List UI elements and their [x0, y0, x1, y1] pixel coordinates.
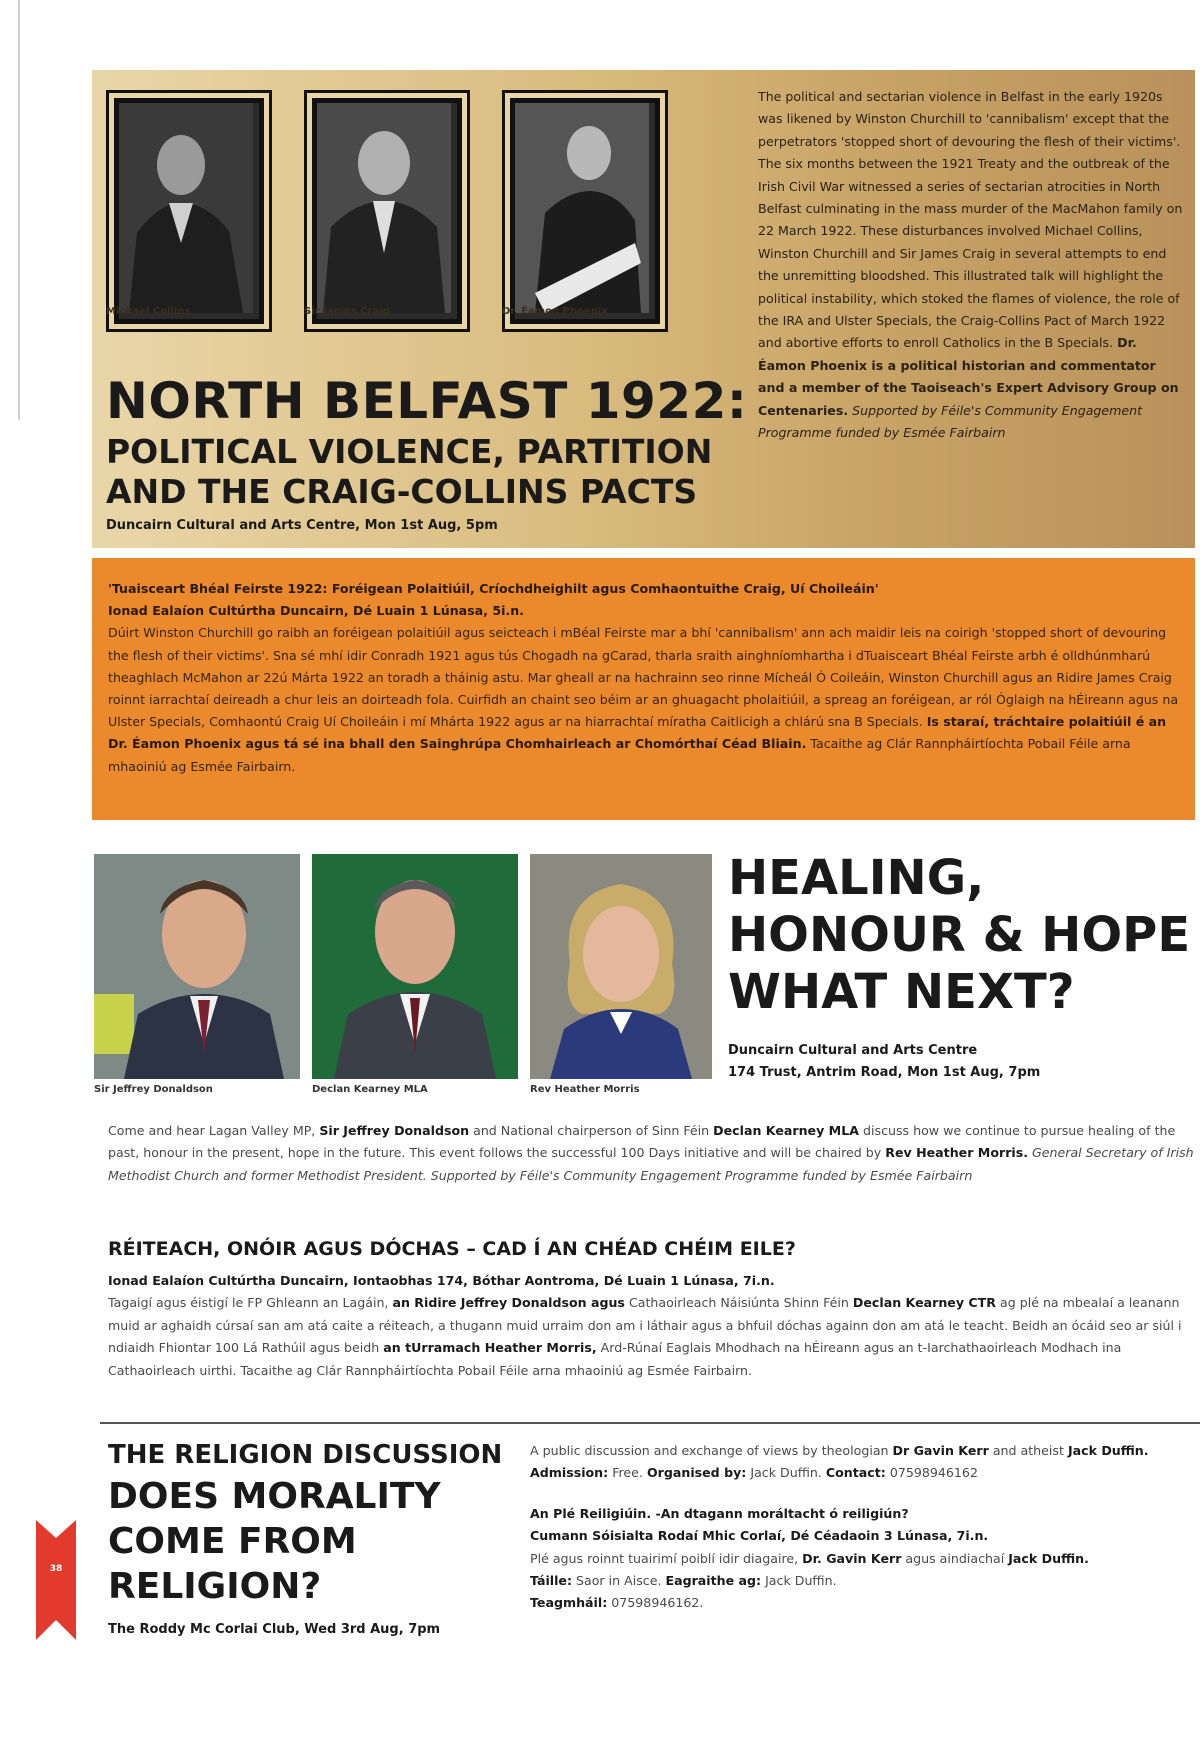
healing-title-line-1: HEALING, — [728, 850, 985, 906]
religion-irish-title: An Plé Reiligiúin. -An dtagann moráltacht ó reiligiún? — [530, 1505, 909, 1521]
religion-title-line-3: RELIGION? — [108, 1566, 322, 1607]
organiser-label: Organised by: — [646, 1465, 747, 1481]
portrait-photo-icon — [312, 854, 518, 1079]
caption-heather-morris: Rev Heather Morris — [530, 1084, 640, 1095]
description-text: The political and sectarian violence in Belfast in the early 1920s was likened by Winston Churchill to 'cannibalism' except that the perpetrators 'stopped short of devouring the flesh of their victims'. The six months between the 1921 Treaty and the outbreak of the Irish Civil War witnessed a series of sectarian atrocities in North Belfast culminating in the mass murder of the MacMahon family on 22 March 1922. These disturbances involved Michael Collins, Winston Churchill and Sir James Craig in several attempts to end the unremitting bloodshed. This illustrated talk will highlight the political instability, which stoked the flames of violence, the role of the IRA and Ulster Specials, the Craig-Collins Pact of March 1922 and abortive efforts to enroll Catholics in the B Specials. — [758, 89, 1183, 351]
page-number: 38 — [49, 1564, 63, 1574]
caption-jeffrey-donaldson: Sir Jeffrey Donaldson — [94, 1084, 213, 1095]
healing-text-1: Come and hear Lagan Valley MP, — [108, 1123, 316, 1138]
photo-michael-collins — [106, 90, 272, 332]
religion-en-speaker-1: Dr Gavin Kerr — [892, 1443, 989, 1458]
speaker-bio: Dr. Éamon Phoenix is a political historian and commentator and a member of the Taoiseach's Expert Advisory Group on Centenaries. — [758, 335, 1179, 418]
contact-irish-label: Teagmháil: — [530, 1595, 608, 1611]
religion-en-text-1: A public discussion and exchange of views by theologian — [530, 1443, 889, 1458]
photo-eamon-phoenix — [502, 90, 668, 332]
photo-james-craig — [304, 90, 470, 332]
healing-speaker-1: Sir Jeffrey Donaldson — [319, 1123, 470, 1138]
contact-irish-value: 07598946162. — [611, 1595, 704, 1611]
portrait-silhouette-icon — [317, 103, 451, 313]
religion-ga-speaker-2: Jack Duffin. — [1008, 1550, 1089, 1566]
irish-translation-text — [108, 578, 1183, 778]
religion-ga-text-2: agus aindiachaí — [905, 1550, 1005, 1566]
healing-title-line-3: WHAT NEXT? — [728, 964, 1075, 1020]
photo-declan-kearney — [312, 854, 518, 1079]
fee-label: Táille: — [530, 1573, 572, 1589]
healing-title — [728, 850, 1190, 1021]
spacer — [530, 1485, 1200, 1503]
irish-translation-section — [92, 558, 1195, 820]
organiser-irish-value: Jack Duffin. — [765, 1573, 837, 1589]
caption-eamon-phoenix: Dr. Éamon Phoenix — [502, 306, 608, 317]
irish-body: Dúirt Winston Churchill go raibh an foréigean polaitiúil agus seicteach i mBéal Feirste mar a bhí 'cannibalism' ann ach maidir leis na coirigh 'stopped short of devouring the flesh of their victims'. Sna sé mhí idir Conradh 1921 agus tús Chogadh na gCarad, tharla sraith ainghníomhartha i dTuaisceart Bhéal Feirste arbh é olldhúnmharú theaghlach McMahon ar 22ú Márta 1922 an toradh a tháinig astu. Mar gheall ar na hachrainn seo rinne Mícheál Ó Coileáin, Winston Churchill agus an Ridire James Craig roinnt iarrachtaí deireadh a chur leis an doirteadh fola. Cuirfidh an chaint seo béim ar an ghuagacht pholaitiúil, a spreag an foréigean, ar ról Óglaigh na hÉireann agus na Ulster Specials, Comhaontú Craig Uí Choileáin i mí Mhárta 1922 agus ar na hiarrachtaí míratha Caitlicigh a chlárú sna B Specials. — [108, 625, 1179, 730]
caption-michael-collins: Michael Collins — [106, 306, 191, 317]
healing-irish-speaker-1: an Ridire Jeffrey Donaldson agus — [392, 1295, 625, 1311]
photo-jeffrey-donaldson — [94, 854, 300, 1079]
irish-title: 'Tuaisceart Bhéal Feirste 1922: Foréigean Polaitiúil, Críochdheighilt agus Comhaontuithe Craig, Uí Choileáin' — [108, 581, 879, 596]
contact-value: 07598946162 — [889, 1465, 978, 1481]
religion-title-line-2: COME FROM — [108, 1521, 357, 1562]
organiser-irish-label: Eagraithe ag: — [665, 1573, 762, 1589]
north-belfast-section — [92, 70, 1195, 548]
healing-support-note: Supported by Féile's Community Engagement Programme funded by Esmée Fairbairn — [430, 1167, 973, 1183]
healing-text-2: and National chairperson of Sinn Féin — [473, 1123, 710, 1138]
healing-irish-speaker-2: Declan Kearney CTR — [852, 1295, 996, 1311]
religion-description — [530, 1440, 1200, 1615]
fee-value: Saor in Aisce. — [576, 1573, 662, 1589]
healing-venue — [728, 1040, 1040, 1084]
support-note: Supported by Féile's Community Engagement Programme funded by Esmée Fairbairn — [758, 402, 1143, 441]
religion-title-line-1: DOES MORALITY — [108, 1476, 441, 1517]
healing-irish-text-4: Ard-Rúnaí Eaglais Mhodhach na hÉireann agus an t-Iarchathaoirleach Modhach ina Cathaoirleach uirthi. Tacaithe ag Clár Rannpháirtíochta Pobail Féile arna mhaoiniú ag Esmée Fairbairn. — [108, 1340, 1122, 1378]
healing-irish-title: RÉITEACH, ONÓIR AGUS DÓCHAS – CAD Í AN CHÉAD CHÉIM EILE? — [108, 1238, 796, 1260]
portrait-photo-icon — [530, 854, 712, 1079]
healing-chair: Rev Heather Morris. — [885, 1145, 1029, 1161]
religion-irish-venue: Cumann Sóisialta Rodaí Mhic Corlaí, Dé Céadaoin 3 Lúnasa, 7i.n. — [530, 1528, 989, 1544]
religion-venue: The Roddy Mc Corlai Club, Wed 3rd Aug, 7pm — [108, 1622, 441, 1637]
healing-text-3: discuss how we continue to pursue healing of the past, honour in the present, hope in the future. This event follows the successful 100 Days initiative and will be chaired by — [108, 1123, 1176, 1161]
north-belfast-title: NORTH BELFAST 1922: — [106, 372, 748, 430]
north-belfast-subtitle — [106, 432, 712, 512]
healing-irish-text-3: ag plé na mbealaí a leanann muid ar aghaidh cúrsaí san am atá caite a réiteach, a thugann muid urraim don am i láthair agus a bhfuil dóchas againn don am atá le teacht. Beidh an ócáid seo ar siúl i ndiaidh Fhiontar 100 Lá Rathúil agus beidh — [108, 1295, 1182, 1356]
spine-shadow — [18, 0, 20, 420]
irish-support-note: Tacaithe ag Clár Rannpháirtíochta Pobail Féile arna mhaoiniú ag Esmée Fairbairn. — [108, 736, 1131, 774]
caption-declan-kearney: Declan Kearney MLA — [312, 1084, 428, 1095]
religion-title — [108, 1474, 441, 1609]
religion-ga-text-1: Plé agus roinnt tuairimí poiblí idir diagaire, — [530, 1550, 799, 1566]
irish-speaker-bio: Is staraí, tráchtaire polaitiúil é an Dr. Éamon Phoenix agus tá sé ina bhall den Sainghrúpa Chomhairleach ar Chomórthaí Céad Bliain. — [108, 714, 1167, 752]
healing-chair-role: General Secretary of Irish Methodist Church and former Methodist President. — [108, 1145, 1194, 1183]
healing-irish-venue: Ionad Ealaíon Cultúrtha Duncairn, Iontaobhas 174, Bóthar Aontroma, Dé Luain 1 Lúnasa, 7i.n. — [108, 1273, 775, 1288]
portrait-photo-icon — [94, 854, 300, 1079]
religion-irish — [530, 1503, 1200, 1615]
subtitle-line-2: AND THE CRAIG-COLLINS PACTS — [106, 472, 698, 511]
healing-speaker-2: Declan Kearney MLA — [713, 1123, 859, 1138]
healing-irish-text-1: Tagaigí agus éistigí le FP Ghleann an Lagáin, — [108, 1295, 389, 1311]
north-belfast-description — [758, 86, 1186, 445]
healing-irish-description — [108, 1270, 1198, 1382]
admission-label: Admission: — [530, 1465, 609, 1481]
healing-venue-line-2: 174 Trust, Antrim Road, Mon 1st Aug, 7pm — [728, 1065, 1041, 1080]
section-divider — [100, 1422, 1200, 1424]
organiser-value: Jack Duffin. — [750, 1465, 822, 1481]
admission-value: Free. — [612, 1465, 643, 1481]
irish-venue: Ionad Ealaíon Cultúrtha Duncairn, Dé Luain 1 Lúnasa, 5i.n. — [108, 603, 524, 619]
religion-english — [530, 1440, 1200, 1485]
religion-heading: THE RELIGION DISCUSSION — [108, 1440, 503, 1470]
healing-irish-chair: an tUrramach Heather Morris, — [383, 1340, 597, 1356]
caption-james-craig: Sir James Craig — [304, 306, 390, 317]
religion-ga-speaker-1: Dr. Gavin Kerr — [802, 1550, 902, 1566]
portrait-silhouette-icon — [515, 103, 649, 313]
north-belfast-venue: Duncairn Cultural and Arts Centre, Mon 1st Aug, 5pm — [106, 518, 498, 533]
subtitle-line-1: POLITICAL VIOLENCE, PARTITION — [106, 432, 713, 471]
photo-heather-morris — [530, 854, 712, 1079]
religion-en-speaker-2: Jack Duffin. — [1067, 1443, 1149, 1458]
healing-description — [108, 1120, 1198, 1187]
healing-venue-line-1: Duncairn Cultural and Arts Centre — [728, 1043, 978, 1058]
healing-title-line-2: HONOUR & HOPE — [728, 907, 1191, 963]
page-number-ribbon-icon — [36, 1520, 76, 1640]
contact-label: Contact: — [825, 1465, 886, 1481]
healing-irish-text-2: Cathaoirleach Náisiúnta Shinn Féin — [628, 1295, 849, 1311]
portrait-silhouette-icon — [119, 103, 253, 313]
religion-en-text-2: and atheist — [992, 1443, 1064, 1458]
